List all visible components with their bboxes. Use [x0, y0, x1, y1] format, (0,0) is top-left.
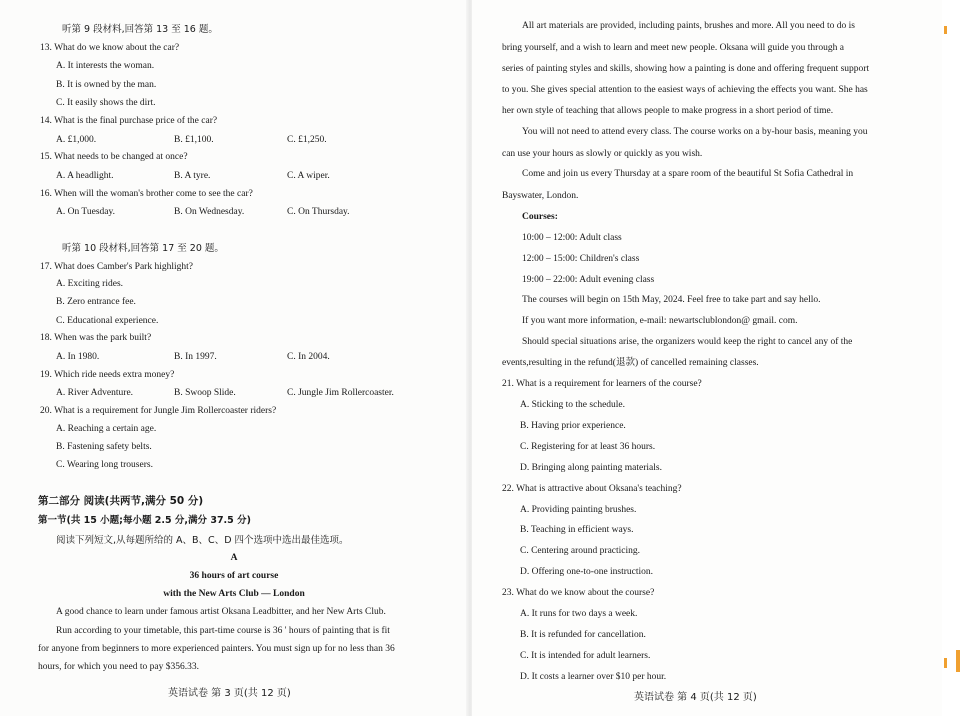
- q15-option-c: C. A wiper.: [287, 171, 330, 181]
- course-start-date: The courses will begin on 15th May, 2024. Feel free to take part and say hello.: [522, 295, 821, 305]
- q22-option-d: D. Offering one-to-one instruction.: [520, 567, 654, 577]
- passage-paragraph-8-line-2: events,resulting in the refund(退款) of cancelled remaining classes.: [502, 358, 759, 368]
- question-13-stem: 13. What do we know about the car?: [40, 43, 180, 53]
- q23-option-b: B. It is refunded for cancellation.: [520, 630, 646, 640]
- q13-option-b: B. It is owned by the man.: [56, 80, 157, 90]
- q13-option-c: C. It easily shows the dirt.: [56, 98, 156, 108]
- q21-option-b: B. Having prior experience.: [520, 421, 626, 431]
- passage-paragraph-2-line-1: Run according to your timetable, this part-time course is 36 ' hours of painting that is fit: [56, 626, 390, 636]
- q23-option-a: A. It runs for two days a week.: [520, 609, 638, 619]
- edge-marker-bottom: [944, 658, 947, 668]
- q23-option-d: D. It costs a learner over $10 per hour.: [520, 672, 667, 682]
- question-17-stem: 17. What does Camber's Park highlight?: [40, 262, 193, 272]
- edge-marker-top: [944, 26, 947, 34]
- passage-paragraph-2-line-2: for anyone from beginners to more experienced painters. You must sign up for no less than 36: [38, 644, 395, 654]
- left-page-footer: 英语试卷 第 3 页(共 12 页): [168, 688, 291, 699]
- q17-option-c: C. Educational experience.: [56, 316, 159, 326]
- q17-option-b: B. Zero entrance fee.: [56, 297, 136, 307]
- q15-option-b: B. A tyre.: [174, 171, 211, 181]
- q18-option-c: C. In 2004.: [287, 352, 330, 362]
- passage-paragraph-4-line-2: can use your hours as slowly or quickly as you wish.: [502, 149, 703, 159]
- section-one-heading: 第一节(共 15 小题;每小题 2.5 分,满分 37.5 分): [38, 515, 251, 526]
- question-14-stem: 14. What is the final purchase price of the car?: [40, 116, 218, 126]
- passage-paragraph-3-line-3: series of painting styles and skills, showing how a painting is done and offering frequent support: [502, 64, 870, 74]
- q19-option-b: B. Swoop Slide.: [174, 388, 236, 398]
- question-15-stem: 15. What needs to be changed at once?: [40, 152, 188, 162]
- q15-option-a: A. A headlight.: [56, 171, 114, 181]
- passage-title-line-1: 36 hours of art course: [189, 571, 279, 581]
- q14-option-b: B. £1,100.: [174, 135, 214, 145]
- reading-instruction: 阅读下列短文,从每题所给的 A、B、C、D 四个选项中选出最佳选项。: [56, 535, 349, 546]
- q18-option-b: B. In 1997.: [174, 352, 217, 362]
- passage-letter: A: [230, 553, 238, 563]
- q16-option-c: C. On Thursday.: [287, 207, 350, 217]
- passage-paragraph-5-line-2: Bayswater, London.: [502, 191, 579, 201]
- q22-option-c: C. Centering around practicing.: [520, 546, 641, 556]
- q14-option-c: C. £1,250.: [287, 135, 327, 145]
- right-page-footer: 英语试卷 第 4 页(共 12 页): [634, 692, 757, 703]
- edge-marker-side: [956, 650, 960, 672]
- question-23-stem: 23. What do we know about the course?: [502, 588, 655, 598]
- section-10-heading: 听第 10 段材料,回答第 17 至 20 题。: [62, 243, 224, 254]
- course-adult-class: 10:00 – 12:00: Adult class: [522, 233, 622, 243]
- question-18-stem: 18. When was the park built?: [40, 333, 152, 343]
- q13-option-a: A. It interests the woman.: [56, 61, 155, 71]
- passage-paragraph-3-line-2: bring yourself, and a wish to learn and meet new people. Oksana will guide you through a: [502, 43, 844, 53]
- passage-paragraph-2-line-3: hours, for which you need to pay $356.33.: [38, 662, 199, 672]
- section-9-heading: 听第 9 段材料,回答第 13 至 16 题。: [62, 24, 218, 35]
- question-16-stem: 16. When will the woman's brother come to see the car?: [40, 189, 253, 199]
- q22-option-b: B. Teaching in efficient ways.: [520, 525, 634, 535]
- q14-option-a: A. £1,000.: [56, 135, 97, 145]
- q21-option-c: C. Registering for at least 36 hours.: [520, 442, 656, 452]
- question-20-stem: 20. What is a requirement for Jungle Jim Rollercoaster riders?: [40, 406, 277, 416]
- part-two-heading: 第二部分 阅读(共两节,满分 50 分): [38, 495, 204, 507]
- question-21-stem: 21. What is a requirement for learners of the course?: [502, 379, 702, 389]
- left-exam-page: [0, 0, 468, 716]
- passage-title-line-2: with the New Arts Club — London: [163, 589, 305, 599]
- contact-email: If you want more information, e-mail: newartsclublondon@ gmail. com.: [522, 316, 798, 326]
- passage-paragraph-3-line-5: her own style of teaching that allows people to make progress in a short period of time.: [502, 106, 834, 116]
- passage-paragraph-1: A good chance to learn under famous artist Oksana Leadbitter, and her New Arts Club.: [56, 607, 386, 617]
- q19-option-c: C. Jungle Jim Rollercoaster.: [287, 388, 394, 398]
- q17-option-a: A. Exciting rides.: [56, 279, 124, 289]
- course-adult-evening-class: 19:00 – 22:00: Adult evening class: [522, 275, 655, 285]
- q20-option-b: B. Fastening safety belts.: [56, 442, 152, 452]
- passage-paragraph-5-line-1: Come and join us every Thursday at a spare room of the beautiful St Sofia Cathedral in: [522, 169, 854, 179]
- q20-option-a: A. Reaching a certain age.: [56, 424, 157, 434]
- passage-paragraph-8-line-1: Should special situations arise, the organizers would keep the right to cancel any of the: [522, 337, 853, 347]
- q21-option-a: A. Sticking to the schedule.: [520, 400, 626, 410]
- q21-option-d: D. Bringing along painting materials.: [520, 463, 662, 473]
- q16-option-b: B. On Wednesday.: [174, 207, 245, 217]
- courses-label: Courses:: [522, 212, 558, 222]
- question-22-stem: 22. What is attractive about Oksana's teaching?: [502, 484, 682, 494]
- passage-paragraph-3-line-1: All art materials are provided, including paints, brushes and more. All you need to do is: [522, 21, 855, 31]
- q18-option-a: A. In 1980.: [56, 352, 100, 362]
- passage-paragraph-4-line-1: You will not need to attend every class. The course works on a by-hour basis, meaning you: [522, 127, 868, 137]
- q22-option-a: A. Providing painting brushes.: [520, 505, 637, 515]
- question-19-stem: 19. Which ride needs extra money?: [40, 370, 175, 380]
- q19-option-a: A. River Adventure.: [56, 388, 134, 398]
- q23-option-c: C. It is intended for adult learners.: [520, 651, 651, 661]
- passage-paragraph-3-line-4: to you. She gives special attention to the easiest ways of achieving the effects you want. She has: [502, 85, 868, 95]
- q20-option-c: C. Wearing long trousers.: [56, 460, 153, 470]
- q16-option-a: A. On Tuesday.: [56, 207, 116, 217]
- course-children-class: 12:00 – 15:00: Children's class: [522, 254, 640, 264]
